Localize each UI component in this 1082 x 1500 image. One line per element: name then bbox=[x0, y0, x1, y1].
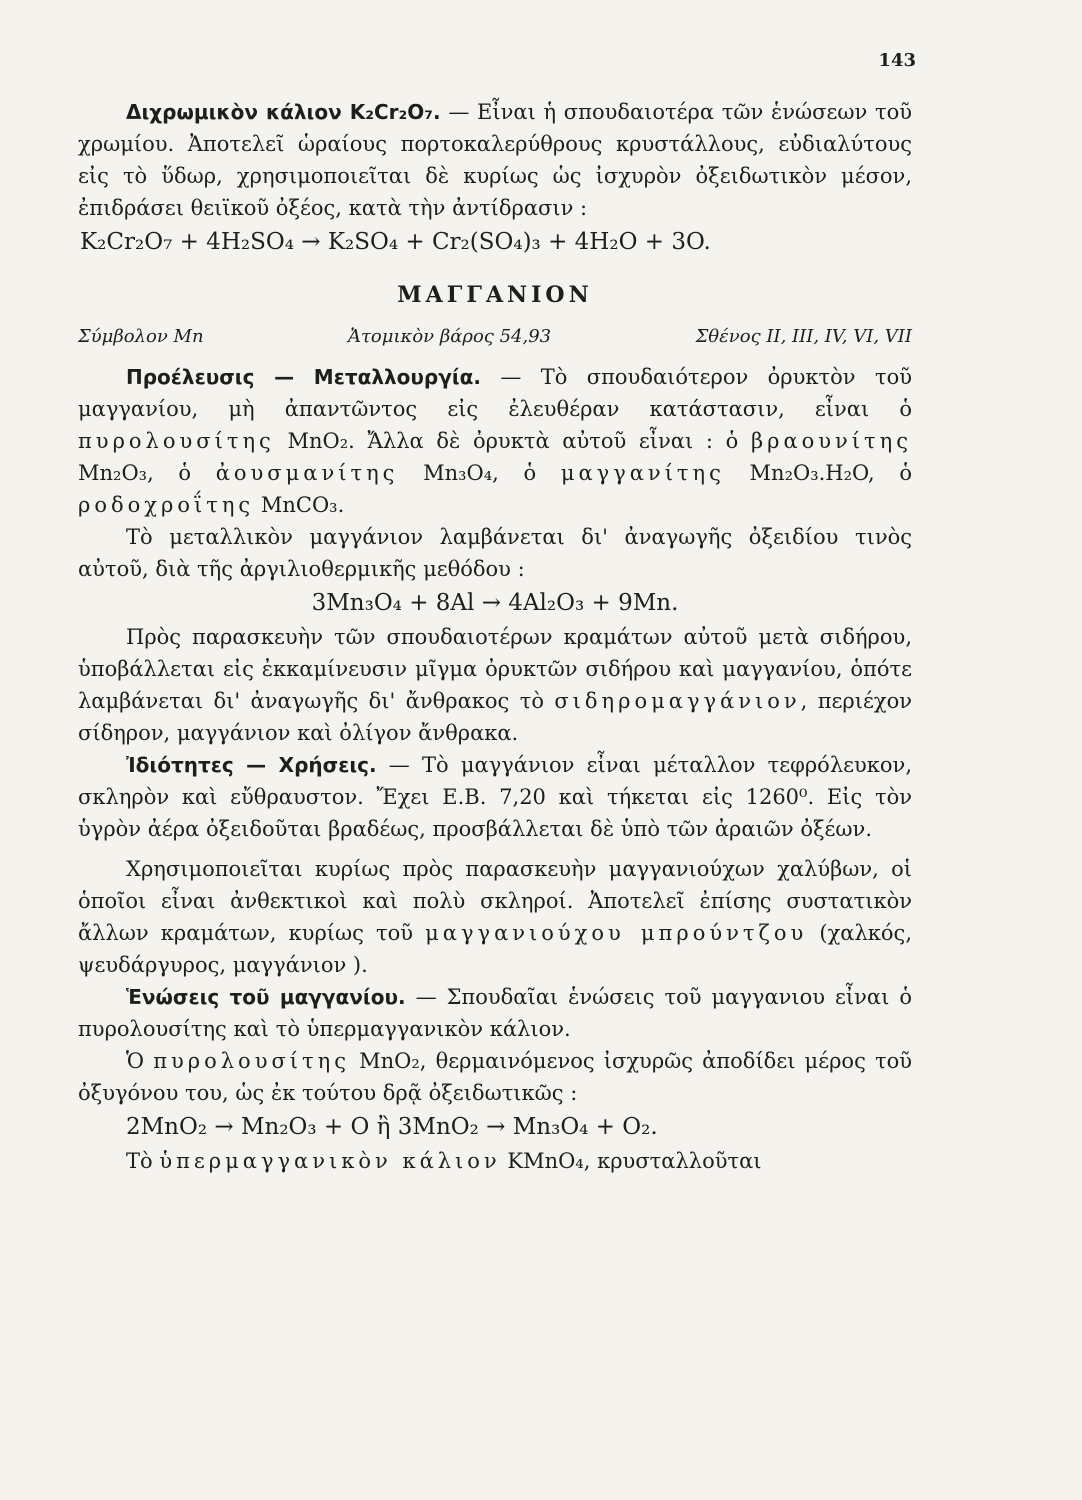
text-origin-a: — Τὸ σπουδαιότερον ὀρυκτὸν τοῦ μαγγανίου, μὴ ἀπαντῶντος εἰς ἐλευθέραν κατάστασιν, εἶναι ὁ bbox=[78, 365, 912, 421]
element-valence: Σθένος II, III, IV, VI, VII bbox=[695, 326, 912, 347]
text-alloys-a: Πρὸς παρασκευὴν τῶν σπουδαιοτέρων κραμάτων αὐτοῦ μετὰ σιδήρου, ὑποβάλλεται εἰς ἐκκαμίνευσιν μῖγμα ὀρυκτῶν σιδήρου καὶ μαγγανίου, ὁπότε λαμβάνεται δι' ἀναγωγῆς δι' ἄνθρακος τὸ bbox=[78, 625, 912, 713]
text-pyrolusite-prefix: Ὁ bbox=[126, 1049, 154, 1073]
paragraph-compounds bbox=[78, 981, 912, 1045]
heading-dichromate: Διχρωμικὸν κάλιον K₂Cr₂O₇. bbox=[126, 100, 441, 124]
heading-origin: Προέλευσις — Μεταλλουργία. bbox=[126, 365, 481, 389]
paragraph-alloys bbox=[78, 621, 912, 749]
equation-aluminothermic: 3Mn₃O₄ + 8Al → 4Al₂O₃ + 9Mn. bbox=[311, 590, 679, 616]
paragraph-origin bbox=[78, 361, 912, 521]
text-origin-e: Mn₂O₃.H₂O, ὁ bbox=[724, 461, 912, 485]
text-properties: — Τὸ μαγγάνιον εἶναι μέταλλον τεφρόλευκον, σκληρὸν καὶ εὔθραυστον. Ἔχει Ε.Β. 7,20 καὶ τήκεται εἰς 1260⁰. Εἰς τὸν ὑγρὸν ἀέρα ὀξειδοῦται βραδέως, προσβάλλεται δὲ ὑπὸ τῶν ἀραιῶν ὀξέων. bbox=[78, 753, 912, 841]
term-manganese-bronze: μαγγανιούχου μπρούντζου bbox=[425, 921, 808, 945]
text-uses-b: (χαλκός, ψευδάργυρος, μαγγάνιον ). bbox=[78, 921, 912, 977]
paragraph-pyrolusite bbox=[78, 1045, 912, 1109]
paragraph-uses bbox=[78, 853, 912, 981]
heading-properties: Ἰδιότητες — Χρήσεις. bbox=[126, 753, 377, 777]
text-alloys-b: , περιέχον σίδηρον, μαγγάνιον καὶ ὀλίγον ἄνθρακα. bbox=[78, 689, 912, 745]
mineral-braunite: βραουνίτης bbox=[750, 429, 912, 453]
text-pyrolusite: MnO₂, θερμαινόμενος ἰσχυρῶς ἀποδίδει μέρος τοῦ ὀξυγόνου του, ὡς ἐκ τούτου δρᾷ ὀξειδωτικῶς : bbox=[78, 1049, 912, 1105]
equation-pyrolusite: 2MnO₂ → Mn₂O₃ + O ἢ 3MnO₂ → Mn₃O₄ + O₂. bbox=[126, 1114, 658, 1140]
term-permanganate: ὑπερμαγγανικὸν κάλιον bbox=[159, 1149, 501, 1173]
text-dichromate: — Εἶναι ἡ σπουδαιοτέρα τῶν ἑνώσεων τοῦ χρωμίου. Ἀποτελεῖ ὡραίους πορτοκαλερύθρους κρυστάλλους, εὐδιαλύτους εἰς τὸ ὕδωρ, χρησιμοποιεῖται δὲ κυρίως ὡς ἰσχυρὸν ὀξειδωτικὸν μέσον, ἐπιδράσει θειϊκοῦ ὀξέος, κατὰ τὴν ἀντίδρασιν : bbox=[78, 100, 913, 220]
mineral-manganite: μαγγανίτης bbox=[560, 461, 725, 485]
page-number: 143 bbox=[878, 50, 916, 71]
text-origin-d: Mn₃O₄, ὁ bbox=[398, 461, 561, 485]
text-permanganate-prefix: Τὸ bbox=[126, 1149, 160, 1173]
page-content bbox=[78, 96, 912, 1177]
paragraph-properties bbox=[78, 749, 912, 845]
text-compounds: — Σπουδαῖαι ἑνώσεις τοῦ μαγγανιου εἶναι ὁ πυρολουσίτης καὶ τὸ ὑπερμαγγανικὸν κάλιον. bbox=[78, 985, 912, 1041]
term-ferromanganese: σιδηρομαγγάνιον bbox=[554, 689, 801, 713]
paragraph-permanganate bbox=[78, 1145, 912, 1177]
text-origin-b: MnO₂. Ἄλλα δὲ ὀρυκτὰ αὐτοῦ εἶναι : ὁ bbox=[274, 429, 751, 453]
element-meta bbox=[78, 326, 912, 347]
section-title-manganese: ΜΑΓΓΑΝΙΟΝ bbox=[397, 282, 593, 308]
text-uses-a: Χρησιμοποιεῖται κυρίως πρὸς παρασκευὴν μαγγανιούχων χαλύβων, οἱ ὁποῖοι εἶναι ἀνθεκτικοὶ καὶ πολὺ σκληροί. Ἀποτελεῖ ἐπίσης συστατικὸν ἄλλων κραμάτων, κυρίως τοῦ bbox=[78, 857, 912, 945]
text-origin-f: MnCO₃. bbox=[254, 493, 345, 517]
paragraph-dichromate bbox=[78, 96, 912, 224]
text-origin-c: Mn₂O₃, ὁ bbox=[78, 461, 216, 485]
equation-dichromate: K₂Cr₂O₇ + 4H₂SO₄ → K₂SO₄ + Cr₂(SO₄)₃ + 4H₂O + 3O. bbox=[80, 229, 711, 255]
text-permanganate: KMnO₄, κρυσταλλοῦται bbox=[500, 1149, 762, 1173]
paragraph-metal-production: Τὸ μεταλλικὸν μαγγάνιον λαμβάνεται δι' ἀναγωγῆς ὀξειδίου τινὸς αὐτοῦ, διὰ τῆς ἀργιλιοθερμικῆς μεθόδου : bbox=[78, 525, 912, 581]
element-atomic-weight: Ἀτομικὸν βάρος 54,93 bbox=[347, 326, 552, 347]
term-pyrolusite: πυρολουσίτης bbox=[153, 1049, 350, 1073]
mineral-pyrolusite: πυρολουσίτης bbox=[78, 429, 275, 453]
mineral-rhodochrosite: ροδοχροΐτης bbox=[78, 493, 255, 517]
mineral-hausmannite: ἀουσμανίτης bbox=[215, 461, 399, 485]
element-symbol: Σύμβολον Mn bbox=[78, 326, 204, 347]
heading-compounds: Ἑνώσεις τοῦ μαγγανίου. bbox=[126, 985, 406, 1009]
